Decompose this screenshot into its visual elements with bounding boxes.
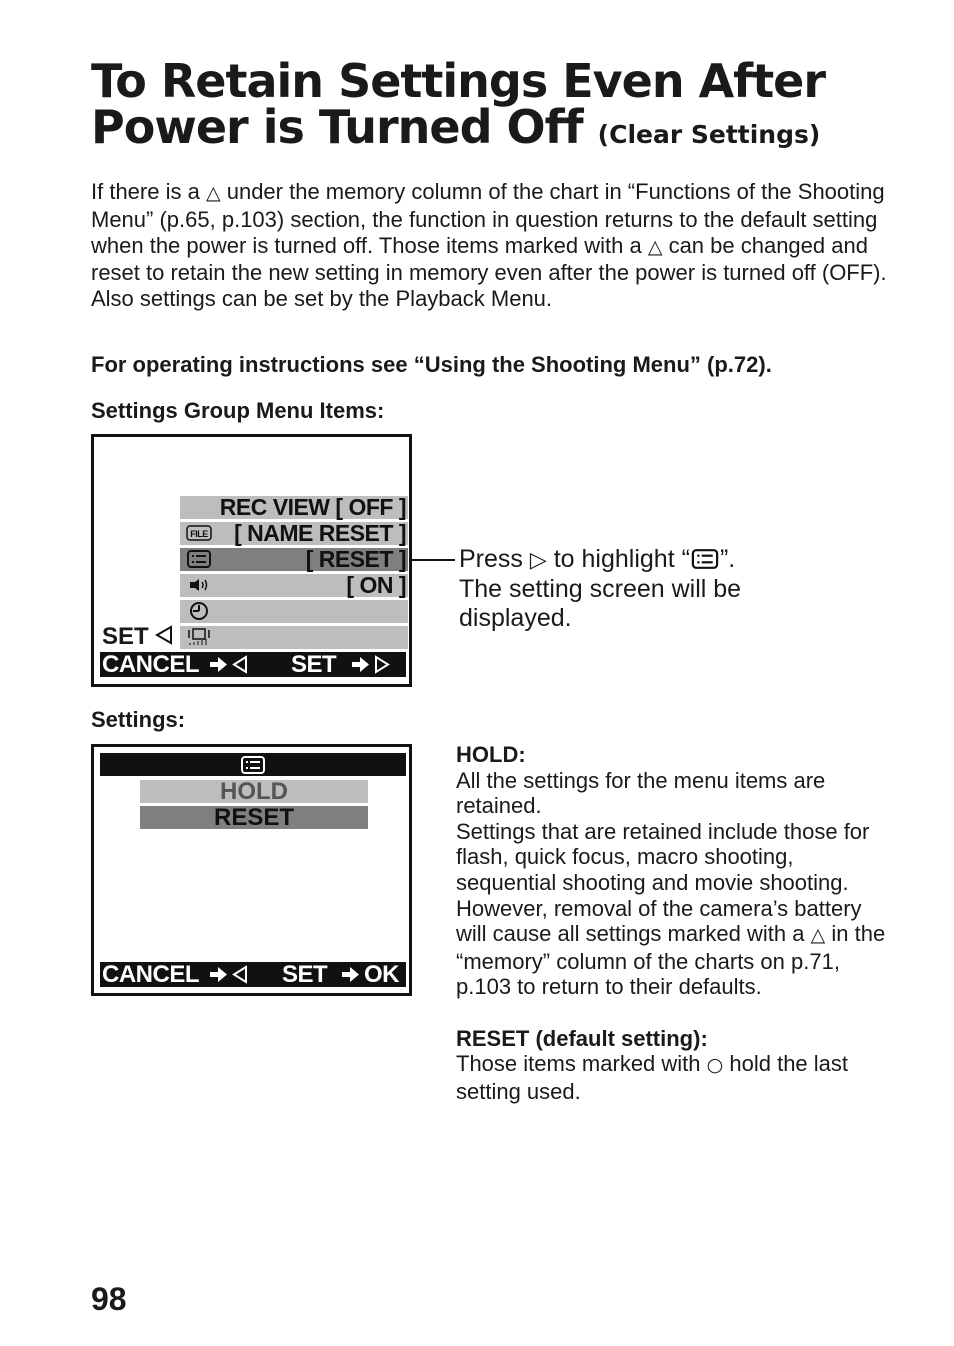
menu-list-icon <box>239 755 267 775</box>
callout-text: Press ▷ to highlight “ ”. The setting screen will be displayed. <box>459 545 742 632</box>
reset-heading: RESET (default setting): <box>456 1025 708 1051</box>
hold-text-3: However, removal of the camera’s battery will cause all settings marked with a △ in the “memory” column of the charts on p.71, p.103 to return to their defaults. <box>456 895 886 1000</box>
triangle-icon: △ <box>647 235 663 258</box>
menu-row-settings-group: [ RESET ] <box>180 548 408 571</box>
left-arrow-icon <box>155 625 173 645</box>
ok-label: OK <box>364 961 399 988</box>
set-label: SET <box>282 961 328 988</box>
set-right-arrow-icon <box>350 655 394 674</box>
menu-list-icon <box>186 549 212 569</box>
menu-row-lcd-brightness <box>180 626 408 649</box>
hold-heading: HOLD: <box>456 742 526 767</box>
menu-row-rec-view: REC VIEW [ OFF ] <box>180 496 408 519</box>
title-line1: To Retain Settings Even After <box>91 54 826 108</box>
triangle-icon: △ <box>810 924 826 947</box>
menu-list-icon <box>690 548 720 570</box>
menu-row-clock <box>180 600 408 623</box>
cancel-left-arrow-icon <box>208 655 252 674</box>
right-arrow-icon: ▷ <box>529 548 547 573</box>
settings-heading: Settings: <box>91 707 186 732</box>
intro-text <box>91 179 891 312</box>
clock-icon <box>186 601 212 621</box>
reset-text: Those items marked with ○ hold the last setting used. <box>456 1051 849 1104</box>
screen2-bottom-bar <box>100 962 406 987</box>
lcd-brightness-icon <box>186 627 212 647</box>
callout-leader-line <box>411 559 455 561</box>
set-arrow-icon <box>340 965 364 984</box>
screen2-header-bar <box>100 753 406 776</box>
group-heading: Settings Group Menu Items: <box>91 398 385 423</box>
settings-group-screen <box>91 434 412 687</box>
sound-icon <box>186 575 212 595</box>
set-label: SET <box>291 651 337 678</box>
set-left-label: SET <box>102 625 173 649</box>
option-hold: HOLD <box>140 780 368 803</box>
operating-note: For operating instructions see “Using the Shooting Menu” (p.72). <box>91 352 772 377</box>
settings-description <box>456 742 886 1104</box>
menu-row-file-name: FILE [ NAME RESET ] <box>180 522 408 545</box>
screen1-bottom-bar <box>100 652 406 677</box>
cancel-left-arrow-icon <box>208 965 252 984</box>
hold-text-1: All the settings for the menu items are retained. <box>456 767 826 819</box>
intro-paragraph-2: Also settings can be set by the Playback Menu. <box>91 286 553 312</box>
cancel-label: CANCEL <box>102 961 199 988</box>
option-reset: RESET <box>140 806 368 829</box>
hold-text-2: Settings that are retained include those for flash, quick focus, macro shooting, sequential shooting and movie shooting. <box>456 818 870 895</box>
title-line2: Power is Turned Off <box>91 100 583 154</box>
intro-paragraph-1: If there is a △ under the memory column of the chart in “Functions of the Shooting Menu” (p.65, p.103) section, the function in question returns to the default setting when the power is turned off. Those items marked with a △ can be changed and reset to retain the new setting in memory even after the power is turned off (OFF). <box>91 179 887 286</box>
title-subtitle: (Clear Settings) <box>597 120 821 149</box>
page-number: 98 <box>91 1281 127 1317</box>
triangle-icon: △ <box>205 182 221 204</box>
file-icon <box>186 523 212 543</box>
circle-icon: ○ <box>706 1054 724 1077</box>
settings-screen <box>91 744 412 996</box>
cancel-label: CANCEL <box>102 651 199 678</box>
menu-row-sound: [ ON ] <box>180 574 408 597</box>
page-title <box>91 54 931 158</box>
svg-text:FILE: FILE <box>190 529 208 539</box>
